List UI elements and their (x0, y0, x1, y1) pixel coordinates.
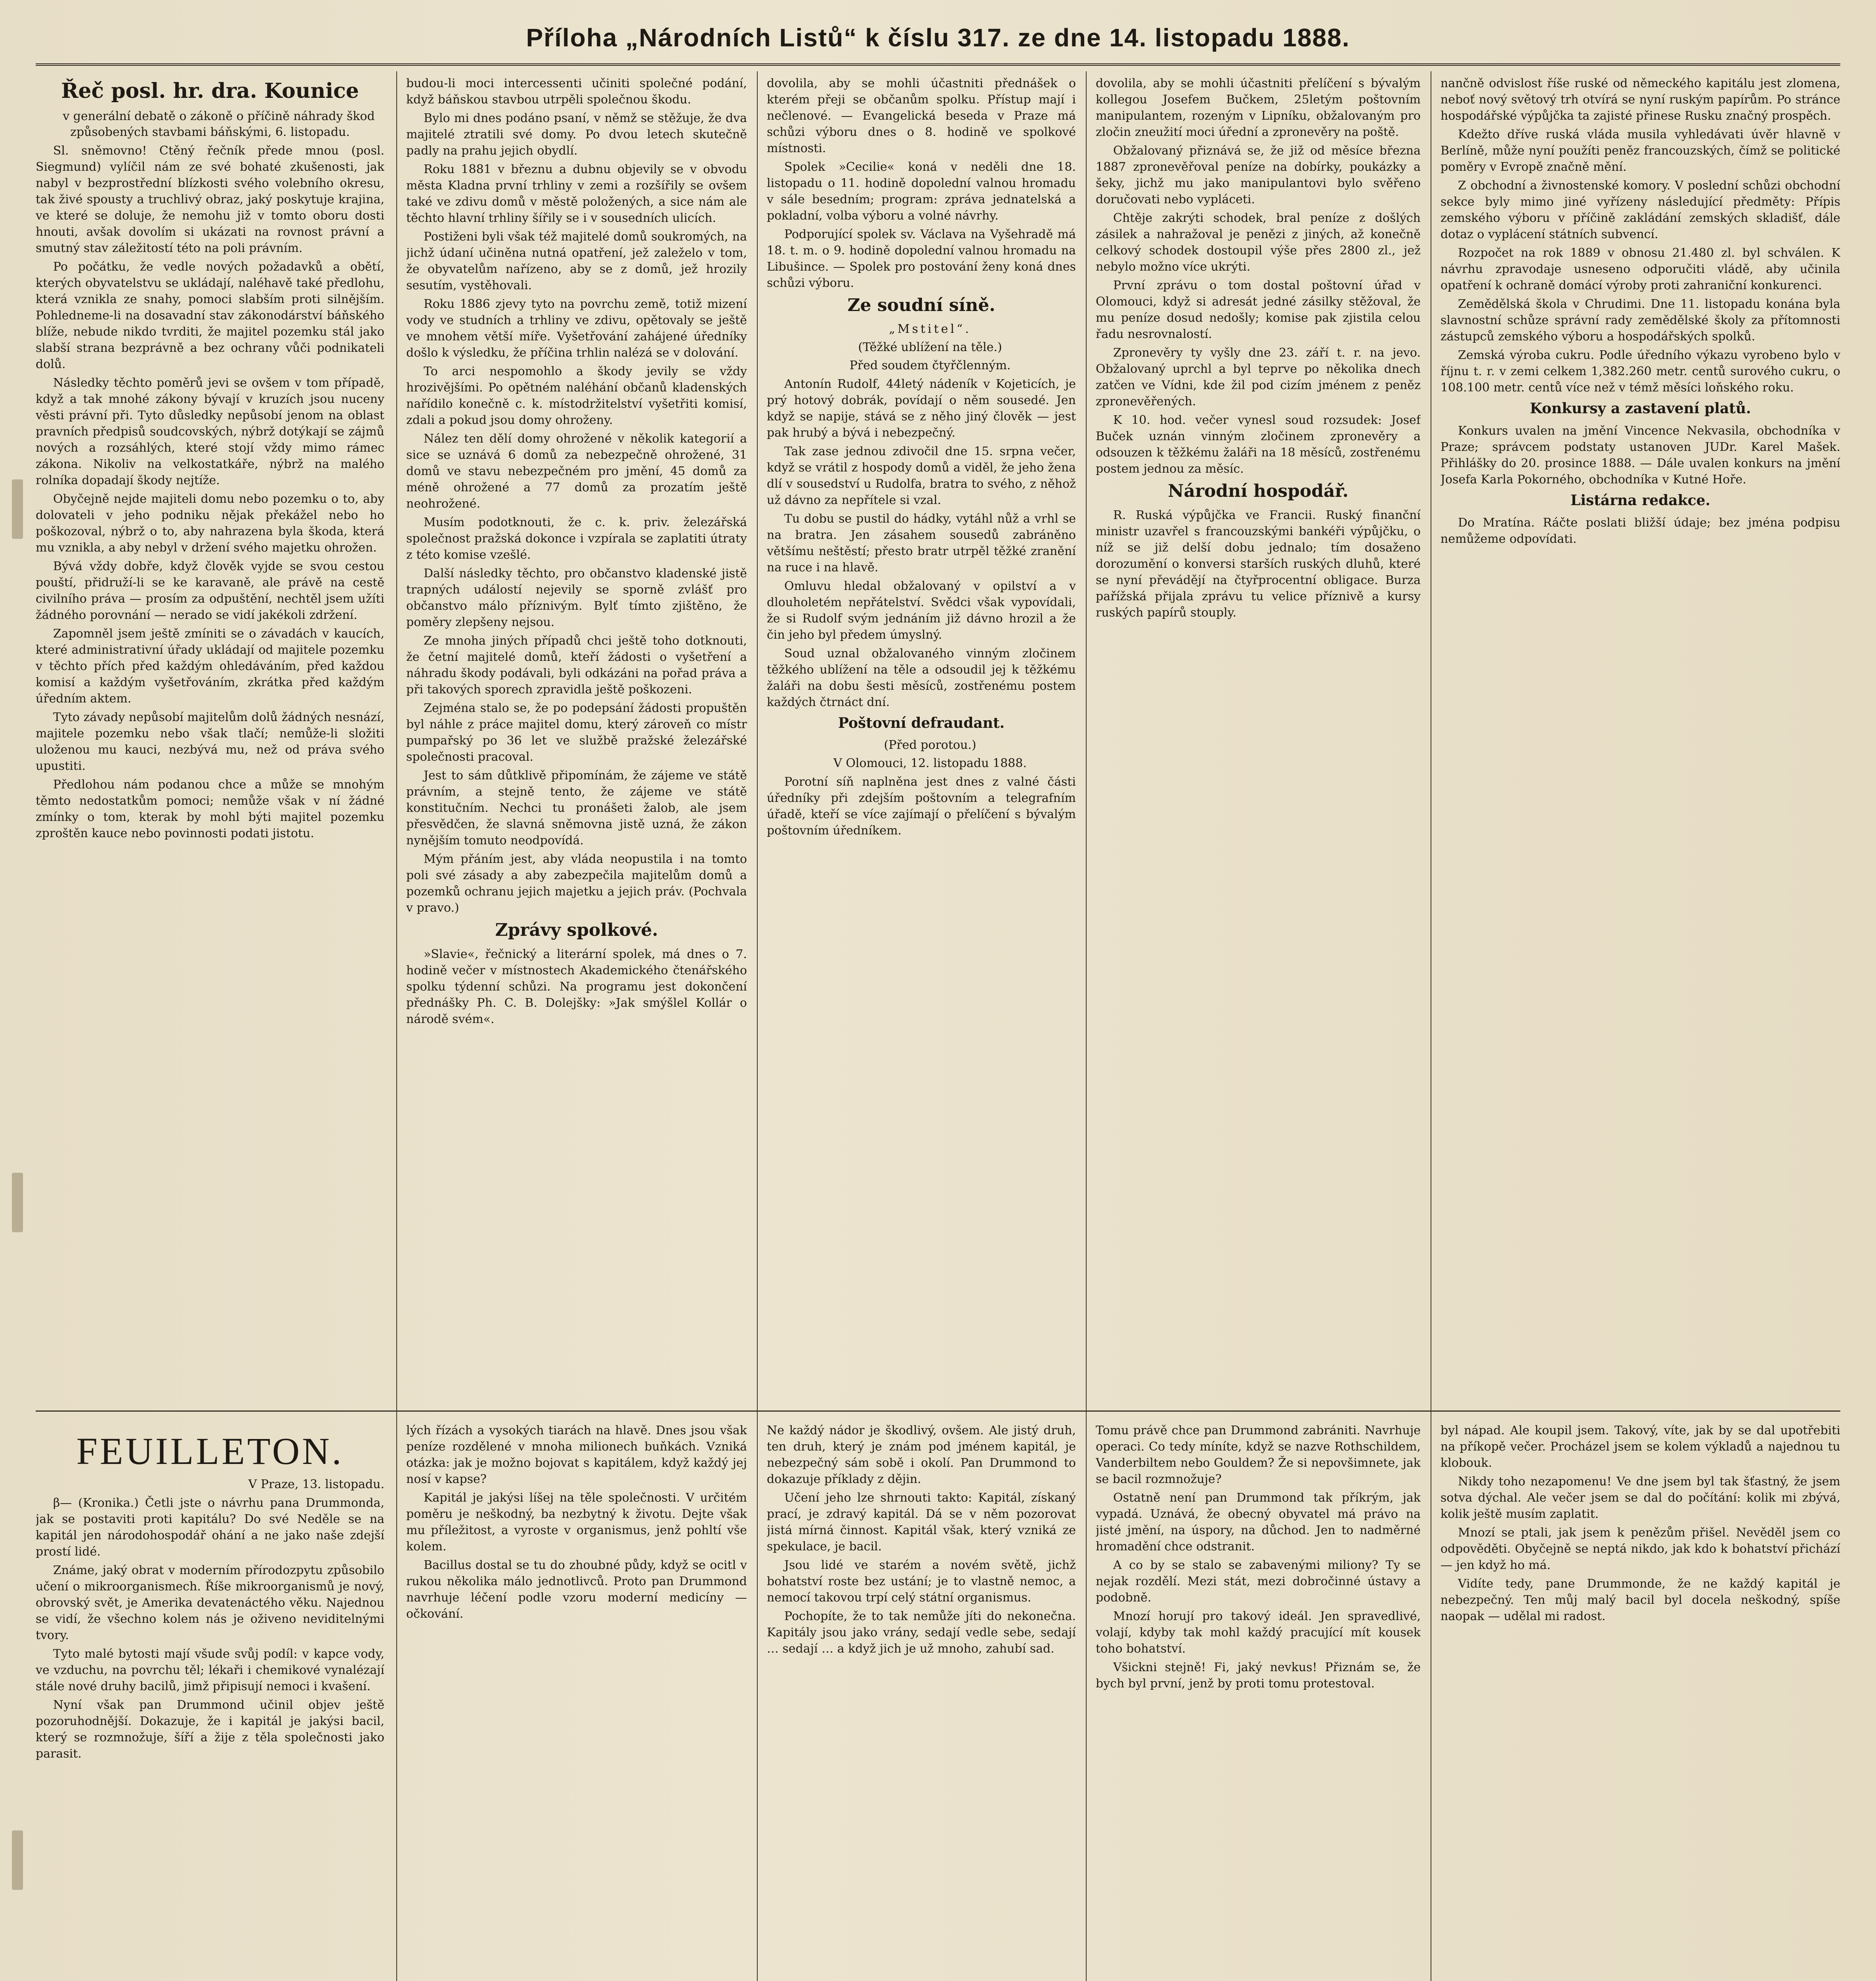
paragraph: R. Ruská výpůjčka ve Francii. Ruský finanční ministr uzavřel s francouzskými bankéři výpůjčku, o níž se již delší dobu jednalo; tím dosaženo dorozumění o konversi starších ruských dluhů, které se nyní převádějí na čtyřprocentní obligace. Burza pařížská přijala zprávu tu velice příznivě a kursy ruských papírů stouply. (1096, 508, 1421, 620)
paragraph: Tak zase jednou zdivočil dne 15. srpna večer, když se vrátil z hospody domů a viděl, že jeho žena dlí v sousedství u Rudolfa, bratra to svého, z něhož už dávno za nepřítele si vzal. (767, 445, 1076, 507)
masthead-title: Příloha „Národních Listů“ k číslu 317. ze dne 14. listopadu 1888. (526, 23, 1350, 52)
paragraph: Porotní síň naplněna jest dnes z valné části úředníky při zdejším poštovním a telegrafním úřadě, kteří se více zajímají o přelíčení s bývalým poštovním úředníkem. (767, 775, 1076, 838)
binding-mark (12, 479, 23, 539)
paragraph: Zejména stalo se, že po podepsání žádosti propuštěn byl náhle z práce majitel domu, který zároveň co místr pumpařský po 36 let ve službě pražské železářské společnosti pracoval. (406, 701, 747, 764)
column-rule (1086, 71, 1087, 1981)
paragraph: Vidíte tedy, pane Drummonde, že ne každý kapitál je nebezpečný. Ten můj malý bacil byl docela neškodný, spíše naopak — udělal mi radost. (1440, 1577, 1840, 1623)
feuilleton-title: FEUILLETON. (76, 1430, 344, 1472)
paragraph: dovolila, aby se mohli účastniti přelíčení s bývalým kollegou Josefem Bučkem, 25letým poštovním manipulantem, rozeným v Lipníku, obžalovaným pro zločin zneužití moci úřední a zpronevěry na poště. (1096, 76, 1421, 139)
postal-continued (1096, 75, 1421, 1403)
article-subhead: (Před porotou.) (884, 738, 976, 752)
binding-mark (12, 1173, 23, 1232)
paragraph: Antonín Rudolf, 44letý nádeník v Kojeticích, je prý hotový dobrák, povídají o něm sousedé. Jen když se napije, stává se z něho jiný člověk — jest pak hrubý a bývá i nebezpečný. (767, 377, 1076, 440)
paragraph: dovolila, aby se mohli účastniti přednášek o kterém přeji se občanům spolku. Přístup mají i nečlenové. — Evangelická beseda v Praze má schůzi výboru dnes o 8. hodině ve spolkové místnosti. (767, 76, 1076, 155)
section-headline: Poštovní defraudant. (838, 715, 1005, 731)
paragraph: Ze mnoha jiných případů chci ještě toho dotknouti, že četní majitelé domů, kteří žádosti o vyšetření a náhradu škody podávali, byli odkázáni na pořad práva a při takových sporech zpravidla ještě poškozeni. (406, 634, 747, 697)
column-rule (396, 71, 397, 1981)
paragraph: Zapomněl jsem ještě zmíniti se o závadách v kaucích, které administrativní úřady ukládají od majitele pozemku v těchto přích před každým ohledáváním, před každou komisí a každým vyšetřováním, zkrátka před každým úředním aktem. (36, 627, 384, 706)
paragraph: Další následky těchto, pro občanstvo kladenské jistě trapných událostí nejevily se sporně zvlášť pro občanstvo málo příznivým. Bylť tímto zjištěno, že poměry zlepšeny nejsou. (406, 567, 747, 629)
paragraph: Obyčejně nejde majiteli domu nebo pozemku o to, aby dolovateli v jeho podniku nějak překážel nebo ho poškozoval, nýbrž o to, aby nahrazena byla škoda, která mu vznikla, a aby nebyl v držení svého majetku ohrožen. (36, 492, 384, 555)
paragraph: Mnozí se ptali, jak jsem k penězům přišel. Nevěděl jsem co odpověděti. Obyčejně se neptá nikdo, jak kdo k bohatství přichází — jen když ho má. (1440, 1526, 1840, 1572)
dateline: V Olomouci, 12. listopadu 1888. (833, 756, 1027, 770)
feuilleton-continued (767, 1422, 1076, 1981)
paragraph: Ne každý nádor je škodlivý, ovšem. Ale jistý druh, ten druh, který je znám pod jménem kapitál, je nebezpečný sám sobě i okolí. Pan Drummond to dokazuje příklady z dějin. (767, 1424, 1076, 1486)
paragraph: Tu dobu se pustil do hádky, vytáhl nůž a vrhl se na bratra. Jen zásahem sousedů zabráněno většímu neštěstí; přesto bratr utrpěl těžké zranění na ruce i na hlavě. (767, 512, 1076, 574)
paragraph: Obžalovaný přiznává se, že již od měsíce března 1887 zpronevěřoval peníze na dobírky, poukázky a šeky, jichž mu jako manipulantovi bylo svěřeno doručovati nebo vypláceti. (1096, 144, 1421, 206)
paragraph: nančně odvislost říše ruské od německého kapitálu jest zlomena, neboť nový světový trh otvírá se nyní ruským papírům. Po stránce hospodářské výpůjčka ta zajisté přinese Rusku značný prospěch. (1440, 76, 1840, 123)
paragraph: To arci nespomohlo a škody jevily se vždy hrozivějšími. Po opětném naléhání občanů kladenských nařídilo konečně c. k. místodržitelství vyšetřiti komisí, zdali a pokud jsou domy ohroženy. (406, 365, 747, 427)
paragraph: »Slavie«, řečnický a literární spolek, má dnes o 7. hodině večer v místnostech Akademického čtenářského spolku týdenní schůzi. Na programu jest dokončení přednášky Ph. C. B. Dolejšky: »Jak smýšlel Kollár o národě svém«. (406, 947, 747, 1026)
paragraph: Učení jeho lze shrnouti takto: Kapitál, získaný prací, je zdravý kapitál. Dá se v něm pozorovat jistá mírná činnost. Kapitál však, který vzniká ze spekulace, je bacil. (767, 1491, 1076, 1554)
feuilleton-continued (1440, 1422, 1840, 1981)
paragraph: Rozpočet na rok 1889 v obnosu 21.480 zl. byl schválen. K návrhu zpravodaje usneseno odporučiti vládě, aby učinila opatření k ochraně domácí výroby proti zahraniční konkurenci. (1440, 246, 1840, 292)
paragraph: Po počátku, že vedle nových požadavků a obětí, kterých obyvatelstvu se ukládají, naléhavě také předlohu, která vznikla ze snahy, pomoci slabším proti silnějším. Pohledneme-li na dosavadní stav zákonodárství báňského blíže, nebude nikdo tvrditi, že majitel pozemku stál jako slabší strana bezprávně a bez ochrany vůči podnikateli dolů. (36, 260, 384, 371)
paragraph: Následky těchto poměrů jevi se ovšem v tom případě, když a tak mnohé zákony bývají v kruzích jsou nuceny věsti právní při. Tyto důsledky nepůsobí jenom na oblast pravních předpisů soudcovských, nýbrž dotýkají se zájmů nových a rozsáhlých, které stojí vždy mimo rámec zákona. Nikoliv na velkostatkáře, nýbrž na malého rolníka dopadají škody nejtíže. (36, 376, 384, 487)
paragraph: Mnozí horují pro takový ideál. Jen spravedlivé, volají, kdyby tak mohl každý pracující mít kousek toho bohatství. (1096, 1609, 1421, 1656)
paragraph: Pochopíte, že to tak nemůže jíti do nekonečna. Kapitály jsou jako vrány, sedají vedle sebe, sedají … sedají … a když jich je už mnoho, zahubí sad. (767, 1609, 1076, 1656)
paragraph: lých řízách a vysokých tiarách na hlavě. Dnes jsou však peníze rozdělené v mnoha milionech buňkách. Vzniká otázka: jak je možno bojovat s kapitálem, když každý jej nosí v kapse? (406, 1424, 747, 1486)
paragraph: Bacillus dostal se tu do zhoubné půdy, když se ocitl v rukou několika málo jednotlivců. Proto pan Drummond navrhuje léčení podle vzoru moderní medicíny — očkování. (406, 1558, 747, 1621)
column-rule (757, 71, 758, 1981)
economy-column (1440, 75, 1840, 1403)
section-headline: Listárna redakce. (1570, 492, 1710, 509)
paragraph: Kapitál je jakýsi líšej na těle společnosti. V určitém poměru je neškodný, ba nezbytný k životu. Dejte však mu příležitost, a vyroste v organismus, jenž pohltí vše kolem. (406, 1491, 747, 1554)
paragraph: Kdežto dříve ruská vláda musila vyhledávati úvěr hlavně v Berlíně, může nyní použíti peněz francouzských, čímž se politické poměry v Evropě značně mění. (1440, 128, 1840, 174)
section-headline: Národní hospodář. (1167, 481, 1349, 501)
paragraph: Konkurs uvalen na jmění Vincence Nekvasila, obchodníka v Praze; správcem podstaty ustanoven JUDr. Karel Mašek. Přihlášky do 20. prosince 1888. — Dále uvalen konkurs na jmění Josefa Karla Pokorného, obchodníka v Kutné Hoře. (1440, 424, 1840, 487)
feuilleton-continued (406, 1422, 747, 1981)
paragraph: Nález ten dělí domy ohrožené v několik kategorií a sice se uznává 6 domů za nebezpečně ohrožené, 31 domů ve stavu nebezpečném pro jmění, 45 domů za méně ohrožené a 77 domů za prozatím ještě neohrožené. (406, 432, 747, 511)
paragraph: Roku 1886 zjevy tyto na povrchu země, totiž mizení vody ve studních a trhliny ve zdivu, opětovaly se ještě ve mnohem větší míře. Vyšetřování zahájené úředníky došlo k výsledku, že příčina trhlin nalézá se v dolování. (406, 297, 747, 360)
paragraph: Nikdy toho nezapomenu! Ve dne jsem byl tak šťastný, že jsem sotva dýchal. Ale večer jsem se dal do počítání: kolik mi zbývá, kolik ještě musím zaplatit. (1440, 1475, 1840, 1521)
paragraph: Soud uznal obžalovaného vinným zločinem těžkého ublížení na těle a odsoudil jej k těžkému žaláři na dobu šesti měsíců, zostřenému postem každých čtrnáct dní. (767, 647, 1076, 709)
paragraph: Mým přáním jest, aby vláda neopustila i na tomto poli své zásady a aby zabezpečila majitelům domů a pozemků ochranu jejich majetku a jejich práv. (Pochvala v pravo.) (406, 852, 747, 915)
paragraph: Tyto závady nepůsobí majitelům dolů žádných nesnází, majitele pozemku nebo však tlačí; nemůže-li složiti uloženou mu kauci, nezbývá mu, než od práva svého upustiti. (36, 710, 384, 773)
article-subhead: v generální debatě o zákoně o příčině náhrady škod způsobených stavbami báňskými, 6. listopadu. (63, 109, 375, 139)
paragraph: Spolek »Cecilie« koná v neděli dne 18. listopadu o 11. hodině dopolední valnou hromadu v sále besedním; program: zpráva jednatelská a pokladní, volba výboru a volné návrhy. (767, 160, 1076, 223)
article-subhead: (Těžké ublížení na těle.) (858, 340, 1002, 354)
paragraph: byl nápad. Ale koupil jsem. Takový, víte, jak by se dal upotřebiti na příkopě večer. Procházel jsem se kolem výkladů a najednou tu klobouk. (1440, 1424, 1840, 1470)
paragraph: Roku 1881 v březnu a dubnu objevily se v obvodu města Kladna první trhliny v zemi a rozšířily se ovšem také ve zdivu domů v městě položených, a sice nám ale těchto hlavní trhliny šířily se i v sousedních ulicích. (406, 162, 747, 225)
paragraph: Všickni stejně! Fi, jaký nevkus! Přiznám se, že bych byl první, jenž by proti tomu protestoval. (1096, 1660, 1421, 1691)
feuilleton-continued (1096, 1422, 1421, 1981)
paragraph: Zemědělská škola v Chrudimi. Dne 11. listopadu konána byla slavnostní schůze správní rady zemědělské školy za přítomnosti zástupců zemského výboru a hospodářských spolků. (1440, 297, 1840, 344)
paragraph: A co by se stalo se zabavenými miliony? Ty se nejak rozdělí. Mezi stát, mezi dobročinné ústavy a podobně. (1096, 1558, 1421, 1605)
paragraph: Bylo mi dnes podáno psaní, v němž se stěžuje, že dva majitelé ztratili své domy. Po dvou letech skutečně padly na prahu jejich obydlí. (406, 111, 747, 158)
paragraph: Předlohou nám podanou chce a může se mnohým těmto nedostatkům pomoci; nemůže však v ní žádné zmínky o tom, kterak by mohl býti majitel pozemku zproštěn kauce nebo povinnosti podati jistotu. (36, 778, 384, 840)
paragraph: Podporující spolek sv. Václava na Vyšehradě má 18. t. m. o 9. hodině dopolední valnou hromadu na Libušince. — Spolek pro postování ženy koná dnes schůzi výboru. (767, 227, 1076, 290)
speech-article (36, 75, 384, 1403)
paragraph: Z obchodní a živnostenské komory. V poslední schůzi obchodní sekce byly mimo jiné vyřízeny následující předměty: Přípis zemského výboru v příčině zakládání zemských skladišť, dále dotaz o vyplácení státních subvencí. (1440, 179, 1840, 241)
paragraph: Zemská výroba cukru. Podle úředního výkazu vyrobeno bylo v říjnu t. r. v zemi celkem 1,382.260 metr. centů surového cukru, o 108.100 metr. centů více než v témž měsíci loňského roku. (1440, 348, 1840, 395)
section-headline: Ze soudní síně. (847, 295, 995, 315)
paragraph: β— (Kronika.) Četli jste o návrhu pana Drummonda, jak se postaviti proti kapitálu? Do své Neděle se na kapitál jen národohospodář ohání a ne jako naše zdejší prostí lidé. (36, 1496, 384, 1559)
paragraph: Chtěje zakrýti schodek, bral peníze z došlých zásilek a nahražoval je penězi z jiných, až konečně celkový schodek dostoupil výše přes 2800 zl., jež nebylo možno více ukrýti. (1096, 211, 1421, 274)
paragraph: Tyto malé bytosti mají všude svůj podíl: v kapce vody, ve vzduchu, na povrchu těl; lékaři i chemikové vynalézají stále nové druhy bacilů, jimž připisují nemoci i kvašení. (36, 1647, 384, 1693)
paragraph: Jest to sám důtklivě připomínám, že zájeme ve státě právním, a stejně tento, že zájeme ve státě konstitučním. Nechci tu pronášeti žalob, ale jsem přesvědčen, že slavná sněmovna jistě uzná, že zákon nynějším tomuto neodpovídá. (406, 769, 747, 847)
paragraph: budou-li moci intercessenti učiniti společné podání, když báňskou stavbou utrpěli společnou škodu. (406, 76, 747, 107)
feuilleton-divider (36, 1410, 1840, 1412)
article-headline: Řeč posl. hr. dra. Kounice (61, 79, 359, 103)
section-headline: Konkursy a zastavení platů. (1530, 400, 1751, 417)
dateline: V Praze, 13. listopadu. (248, 1477, 384, 1491)
paragraph: Zpronevěry ty vyšly dne 23. září t. r. na jevo. Obžalovaný uprchl a byl teprve po několika dnech zatčen ve Vídni, kde žil pod cizím jménem z peněz zpronevěřených. (1096, 346, 1421, 408)
paragraph: Musím podotknouti, že c. k. priv. železářská společnost pražská dokonce i vzpírala se zaplatiti útraty z této komise vzešlé. (406, 515, 747, 562)
article-title: „Mstitel“. (889, 322, 971, 336)
paragraph: Omluvu hledal obžalovaný v opilství a v dlouholetém nepřátelství. Svědci však vypovídali, že si Rudolf svým jednáním již dávno hrozil a že čin jeho byl předem úmyslný. (767, 579, 1076, 642)
paragraph: Bývá vždy dobře, když člověk vyjde se svou cestou pouští, přidruží-li se ke karavaně, ale právě na cestě civilního práva — prosím za odpuštění, nechtěl jsem užíti žádného porovnání — nerado se vidí jakékoli zdržení. (36, 559, 384, 622)
masthead (36, 12, 1840, 66)
court-column (767, 75, 1076, 1403)
speech-continued (406, 75, 747, 1403)
section-headline: Zprávy spolkové. (495, 920, 658, 940)
paragraph: Tomu právě chce pan Drummond zabrániti. Navrhuje operaci. Co tedy míníte, když se nazve Rothschildem, Vanderbiltem nebo Gouldem? Že si nepovšimnete, jak se bacil rozmnožuje? (1096, 1424, 1421, 1486)
paragraph: Sl. sněmovno! Ctěný řečník přede mnou (posl. Siegmund) vylíčil nám ze své bohaté zkušenosti, jak nabyl v bezprostřední blízkosti svého volebního okresu, tak živé spousty a truchlivý obraz, jaký poskytuje krajina, ve které se doluje, že nemohu již v tomto oboru dosti hnouti, avšak dovolím si ukázati na rovnost právní a smutný stav záležitostí této na poli právním. (36, 144, 384, 255)
feuilleton-article (36, 1422, 384, 1981)
paragraph: Jsou lidé ve starém a novém světě, jichž bohatství roste bez ustání; je to vlastně nemoc, a nemocí takovou trpí celý státní organismus. (767, 1558, 1076, 1605)
paragraph: K 10. hod. večer vynesl soud rozsudek: Josef Buček uznán vinným zločinem zpronevěry a odsouzen k těžkému žaláři na 18 měsíců, zostřenému postem jednou za měsíc. (1096, 413, 1421, 476)
paragraph: Do Mratína. Ráčte poslati bližší údaje; bez jména podpisu nemůžeme odpovídati. (1440, 516, 1840, 546)
article-subhead: Před soudem čtyřčlenným. (849, 359, 1011, 372)
binding-mark (12, 1830, 23, 1890)
paragraph: Nyní však pan Drummond učinil objev ještě pozoruhodnější. Dokazuje, že i kapitál je jakýsi bacil, který se rozmnožuje, šíří a žije z těla společnosti jako parasit. (36, 1698, 384, 1761)
paragraph: Známe, jaký obrat v moderním přírodozpytu způsobilo učení o mikroorganismech. Říše mikroorganismů je nový, obrovský svět, je Amerika devatenáctého věku. Najednou se vidí, že všechno kolem nás je oživeno neviditelnými tvory. (36, 1563, 384, 1642)
paragraph: První zprávu o tom dostal poštovní úřad v Olomouci, když si adresát jedné zásilky stěžoval, že mu peníze dosud nedošly; komise pak zjistila celou řadu nesrovnalostí. (1096, 279, 1421, 341)
paragraph: Postiženi byli však též majitelé domů soukromých, na jichž údaní učiněna nutná opatření, jež zaleželo v tom, že obyvatelům nařízeno, aby se z domů, jež hrozily sesutím, vystěhovali. (406, 230, 747, 292)
paragraph: Ostatně není pan Drummond tak příkrým, jak vypadá. Uznává, že obecný obyvatel má právo na jisté jmění, na úspory, na důchod. Jen to nadměrné hromadění chce odstranit. (1096, 1491, 1421, 1554)
